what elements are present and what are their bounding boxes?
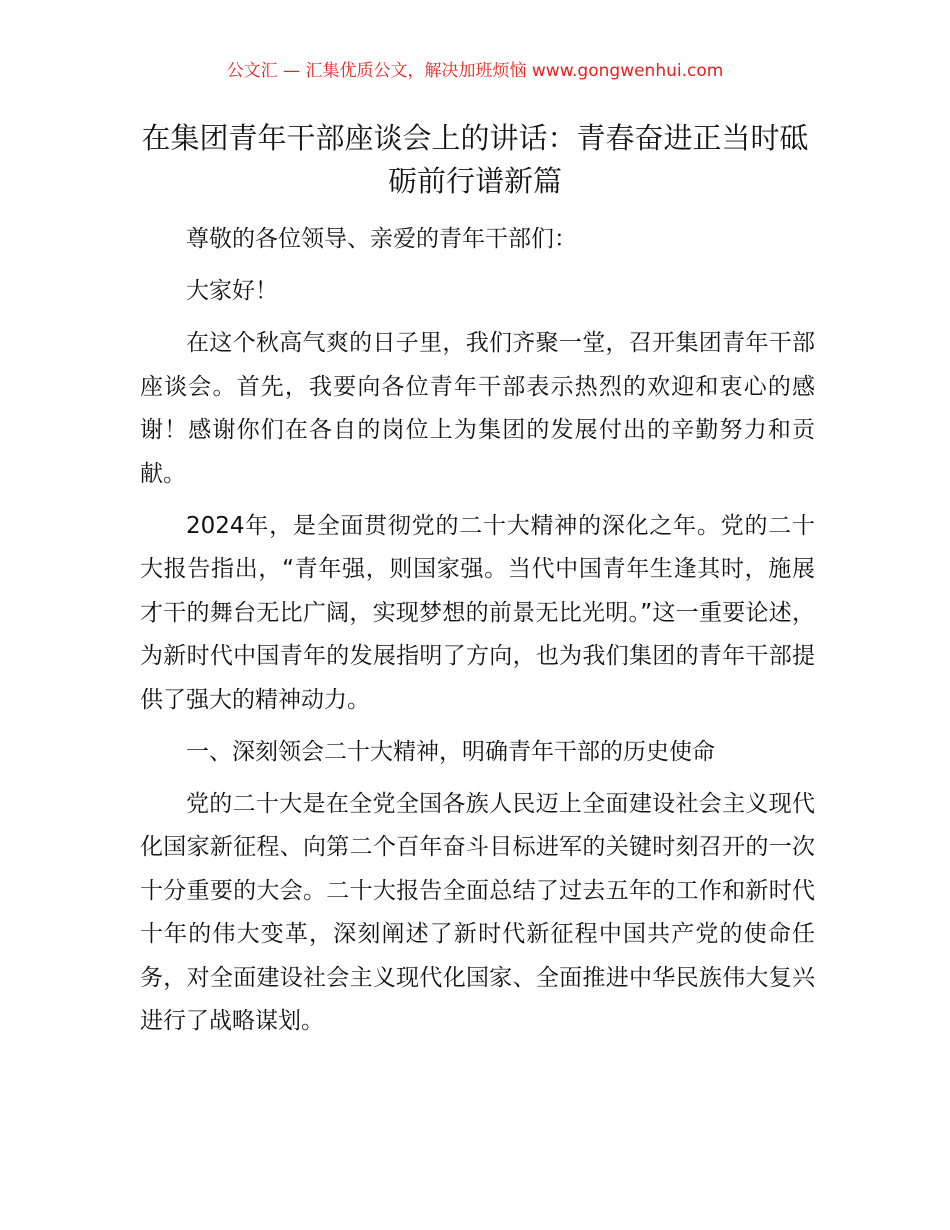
paragraph-congress: 党的二十大是在全党全国各族人民迈上全面建设社会主义现代化国家新征程、向第二个百年奋斗目标进军的关键时刻召开的一次十分重要的大会。二十大报告全面总结了过去五年的工作和新时代十年的伟大变革，深刻阐述了新时代新征程中国共产党的使命任务，对全面建设社会主义现代化国家、全面推进中华民族伟大复兴进行了战略谋划。 <box>140 790 815 1034</box>
document-title: 在集团青年干部座谈会上的讲话：青春奋进正当时砥砺前行谱新篇 <box>141 121 809 198</box>
paragraph-2024: 2024年，是全面贯彻党的二十大精神的深化之年。党的二十大报告指出，“青年强，则国家强。当代中国青年生逢其时，施展才干的舞台无比广阔，实现梦想的前景无比光明。”这一重要论述，为新时代中国青年的发展指明了方向，也为我们集团的青年干部提供了强大的精神动力。 <box>140 512 815 713</box>
section-heading-1: 一、深刻领会二十大精神，明确青年干部的历史使命 <box>186 738 715 765</box>
document-body <box>140 218 815 1052</box>
salutation: 尊敬的各位领导、亲爱的青年干部们： <box>186 226 577 252</box>
greeting: 大家好！ <box>186 278 278 304</box>
site-header-banner: 公文汇 — 汇集优质公文，解决加班烦恼 www.gongwenhui.com <box>226 61 724 81</box>
paragraph-opening: 在这个秋高气爽的日子里，我们齐聚一堂，召开集团青年干部座谈会。首先，我要向各位青年干部表示热烈的欢迎和衷心的感谢！感谢你们在各自的岗位上为集团的发展付出的辛勤努力和贡献。 <box>140 330 815 487</box>
